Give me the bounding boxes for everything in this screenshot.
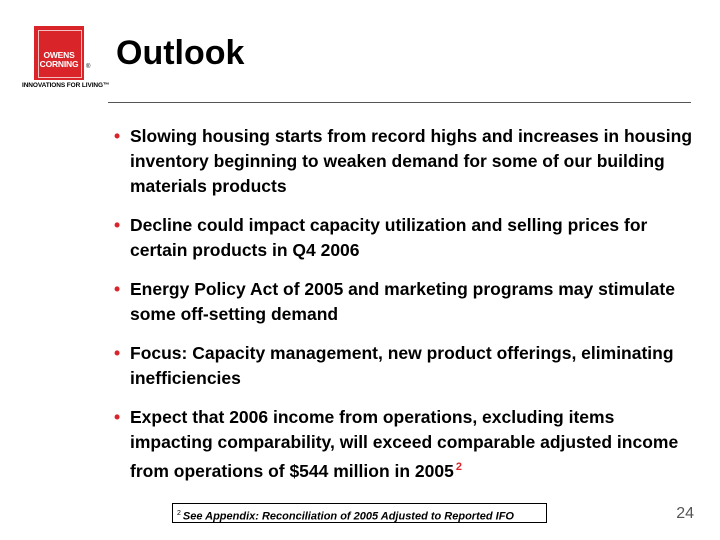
footnote-marker: 2 (177, 510, 181, 517)
logo-tagline: INNOVATIONS FOR LIVING™ (22, 82, 110, 89)
bullet-list (114, 124, 694, 498)
bullet-item (114, 213, 694, 263)
bullet-marker: • (114, 215, 121, 235)
logo-word-corning: CORNING (39, 59, 79, 69)
bullet-item (114, 405, 694, 484)
bullet-marker: • (114, 407, 121, 427)
title-divider (108, 102, 691, 103)
logo-word-owens: OWENS (43, 50, 75, 60)
logo-mark (34, 26, 84, 80)
slide-title: Outlook (116, 34, 245, 72)
owens-corning-logo (22, 22, 110, 94)
bullet-marker: • (114, 343, 121, 363)
bullet-text: Slowing housing starts from record highs and increases in housing inventory beginning to weaken demand for some of our building materials products (130, 126, 693, 196)
bullet-item (114, 341, 694, 391)
bullet-item (114, 277, 694, 327)
bullet-item (114, 124, 694, 199)
bullet-marker: • (114, 126, 121, 146)
bullet-text: Energy Policy Act of 2005 and marketing programs may stimulate some off-setting demand (130, 279, 675, 324)
bullet-text: Focus: Capacity management, new product offerings, eliminating inefficiencies (130, 343, 674, 388)
bullet-text: Expect that 2006 income from operations, excluding items impacting comparability, will exceed comparable adjusted income from operations of $544 million in 2005 (130, 407, 679, 481)
bullet-text: Decline could impact capacity utilization and selling prices for certain products in Q4 2006 (130, 215, 648, 260)
bullet-marker: • (114, 279, 121, 299)
footnote-box (172, 503, 547, 523)
footnote-text: See Appendix: Reconciliation of 2005 Adjusted to Reported IFO (182, 510, 514, 523)
footnote-reference: 2 (455, 461, 462, 473)
logo-registered-mark: ® (86, 64, 91, 70)
page-number: 24 (676, 505, 694, 522)
